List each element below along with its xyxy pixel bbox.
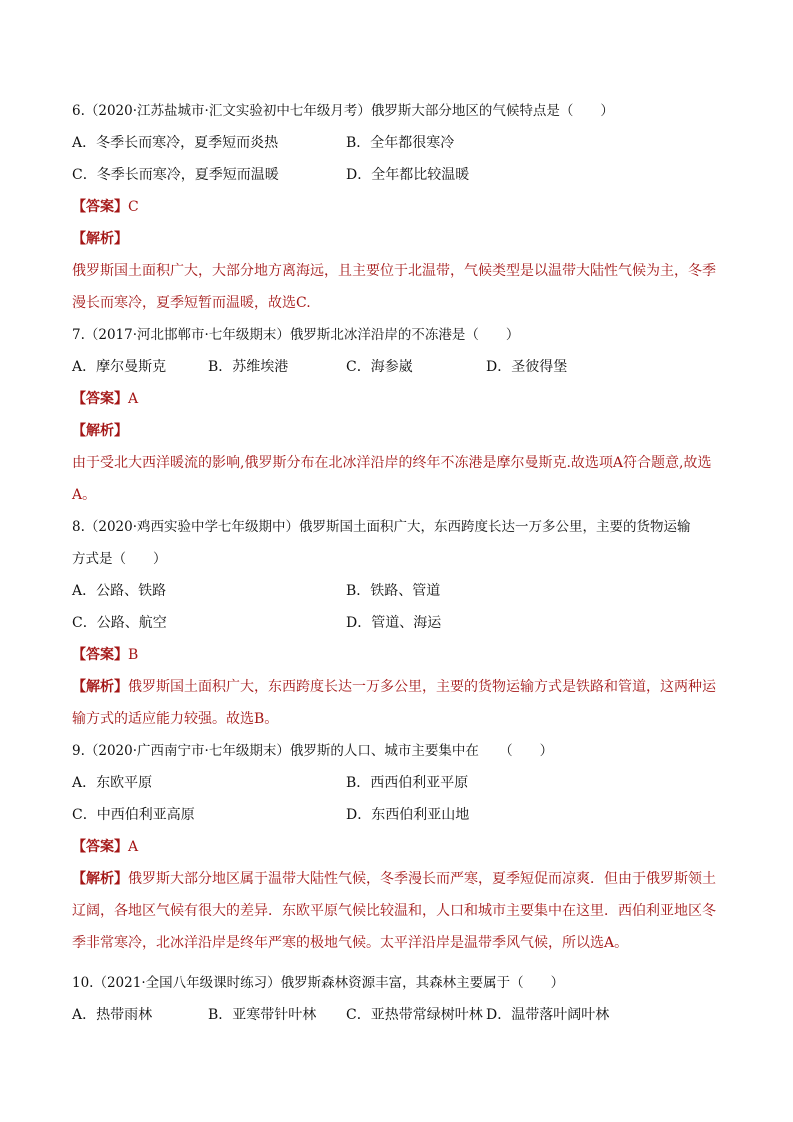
question-8-option-b: B．铁路、管道 [346, 583, 441, 599]
question-7-stem: 7.（2017·河北邯郸市·七年级期末）俄罗斯北冰洋沿岸的不冻港是（ ） [72, 327, 520, 343]
question-8-analysis-line-1 [72, 678, 716, 696]
question-7-option-c: C．海参崴 [346, 359, 413, 375]
question-6-analysis-line-1: 俄罗斯国土面积广大，大部分地方离海远，且主要位于北温带，气候类型是以温带大陆性气候为主，冬季 [72, 263, 716, 279]
analysis-label: 【解析】 [72, 231, 128, 247]
answer-value: A [128, 391, 139, 407]
question-7-option-d: D．圣彼得堡 [486, 359, 568, 375]
question-10-option-c: C．亚热带常绿树叶林 [346, 1007, 483, 1023]
question-8-option-a: A．公路、铁路 [72, 583, 167, 599]
question-6-answer [72, 198, 139, 216]
analysis-label: 【解析】 [72, 423, 128, 439]
question-9-answer [72, 838, 138, 856]
question-6-option-c: C．冬季长而寒冷，夏季短而温暖 [72, 167, 279, 183]
question-7-answer [72, 390, 138, 408]
question-6-option-a: A．冬季长而寒冷，夏季短而炎热 [72, 135, 279, 151]
question-9-analysis-line-2: 辽阔，各地区气候有很大的差异．东欧平原气候比较温和，人口和城市主要集中在这里．西伯利亚地区冬 [72, 903, 716, 919]
question-9-stem: 9.（2020·广西南宁市·七年级期末）俄罗斯的人口、城市主要集中在 （ ） [72, 743, 554, 759]
question-8-option-c: C．公路、航空 [72, 615, 167, 631]
analysis-text: 俄罗斯大部分地区属于温带大陆性气候，冬季漫长而严寒，夏季短促而凉爽．但由于俄罗斯领土 [128, 871, 716, 887]
question-9-option-c: C．中西伯利亚高原 [72, 807, 195, 823]
question-10-option-d: D．温带落叶阔叶林 [486, 1007, 610, 1023]
question-6-option-b: B．全年都很寒冷 [346, 135, 455, 151]
question-9-analysis-line-1 [72, 870, 716, 888]
question-10-option-b: B．亚寒带针叶林 [208, 1007, 317, 1023]
analysis-label: 【解析】 [72, 679, 128, 695]
question-7-option-b: B．苏维埃港 [208, 359, 289, 375]
question-8-answer [72, 646, 138, 664]
question-10-option-a: A．热带雨林 [72, 1007, 153, 1023]
question-10-stem: 10.（2021·全国八年级课时练习）俄罗斯森林资源丰富，其森林主要属于（ ） [72, 975, 565, 991]
answer-label: 【答案】 [72, 647, 128, 663]
answer-value: A [128, 839, 139, 855]
question-8-option-d: D．管道、海运 [346, 615, 442, 631]
answer-value: C [128, 199, 139, 215]
question-8-stem-line-1: 8.（2020·鸡西实验中学七年级期中）俄罗斯国土面积广大，东西跨度长达一万多公里，主要的货物运输 [72, 519, 691, 535]
question-9-analysis-line-3: 季非常寒冷，北冰洋沿岸是终年严寒的极地气候。太平洋沿岸是温带季风气候，所以选A。 [72, 935, 629, 951]
question-6-stem: 6.（2020·江苏盐城市·汇文实验初中七年级月考）俄罗斯大部分地区的气候特点是（ ） [72, 103, 614, 119]
analysis-label: 【解析】 [72, 871, 128, 887]
answer-label: 【答案】 [72, 391, 128, 407]
analysis-text: 俄罗斯国土面积广大，东西跨度长达一万多公里，主要的货物运输方式是铁路和管道，这两种运 [128, 679, 716, 695]
question-9-option-b: B．西西伯利亚平原 [346, 775, 469, 791]
answer-value: B [128, 647, 139, 663]
question-6-analysis-label [72, 230, 128, 248]
question-9-option-a: A．东欧平原 [72, 775, 153, 791]
question-7-analysis-label [72, 422, 128, 440]
question-6-analysis-line-2: 漫长而寒冷，夏季短暂而温暖，故选C. [72, 295, 311, 311]
answer-label: 【答案】 [72, 199, 128, 215]
question-9-option-d: D．东西伯利亚山地 [346, 807, 470, 823]
question-7-analysis-line-1: 由于受北大西洋暖流的影响,俄罗斯分布在北冰洋沿岸的终年不冻港是摩尔曼斯克.故选项A符合题意,故选 [72, 455, 712, 471]
question-6-option-d: D．全年都比较温暖 [346, 167, 470, 183]
question-8-analysis-line-2: 输方式的适应能力较强。故选B。 [72, 711, 279, 727]
question-8-stem-line-2: 方式是（ ） [72, 551, 167, 567]
question-7-analysis-line-2: A。 [72, 487, 97, 503]
question-7-option-a: A．摩尔曼斯克 [72, 359, 167, 375]
answer-label: 【答案】 [72, 839, 128, 855]
